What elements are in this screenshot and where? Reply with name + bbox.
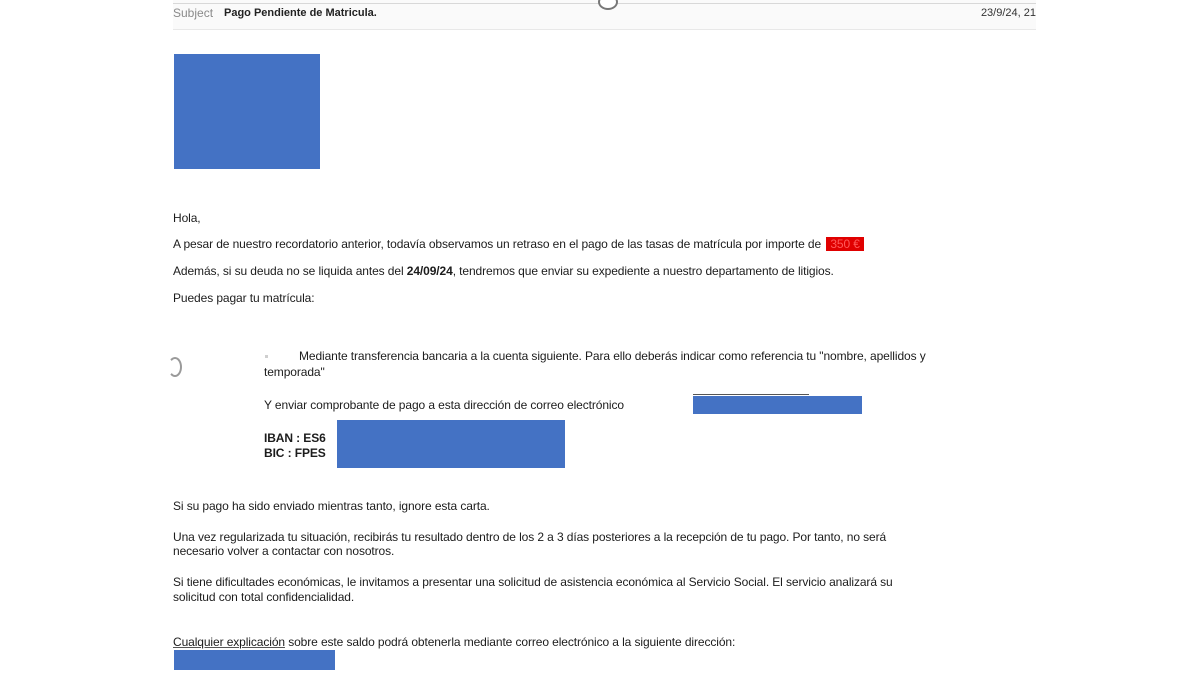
bic-label: BIC : FPES bbox=[264, 446, 326, 460]
redacted-bank-details bbox=[337, 420, 565, 468]
deadline-suffix: , tendremos que enviar su expediente a nuestro departamento de litigios. bbox=[452, 264, 834, 278]
email-date: 23/9/24, 21 bbox=[980, 7, 1036, 19]
deadline-date: 24/09/24 bbox=[406, 264, 453, 278]
contact-paragraph bbox=[173, 635, 735, 649]
result-paragraph-line1: Una vez regularizada tu situación, recibirás tu resultado dentro de los 2 a 3 días posteriores a la recepción de tu pago. Por tanto, no será bbox=[173, 530, 887, 544]
result-paragraph-line2: necesario volver a contactar con nosotros. bbox=[173, 544, 395, 558]
subject-value: Pago Pendiente de Matricula. bbox=[224, 7, 377, 19]
bullet-circle-icon bbox=[168, 357, 182, 377]
subject-label: Subject bbox=[173, 6, 214, 20]
option-transfer-line1: Mediante transferencia bancaria a la cuenta siguiente. Para ello deberás indicar como referencia tu "nombre, apellidos y bbox=[299, 349, 926, 363]
email-link-underline bbox=[693, 394, 809, 395]
explanation-link[interactable]: Cualquier explicación bbox=[173, 635, 285, 649]
financial-paragraph-line1: Si tiene dificultades económicas, le invitamos a presentar una solicitud de asistencia económica al Servicio Social. El servicio analizará su bbox=[173, 575, 893, 589]
redacted-contact-email[interactable] bbox=[174, 650, 335, 670]
iban-label: IBAN : ES6 bbox=[264, 431, 326, 445]
ignore-paragraph: Si su pago ha sido enviado mientras tanto, ignore esta carta. bbox=[173, 499, 490, 513]
send-receipt-line: Y enviar comprobante de pago a esta dirección de correo electrónico bbox=[264, 398, 624, 412]
redacted-email[interactable] bbox=[693, 396, 862, 414]
deadline-prefix: Además, si su deuda no se liquida antes del bbox=[173, 264, 404, 278]
financial-paragraph-line2: solicitud con total confidencialidad. bbox=[173, 590, 355, 604]
bullet-dot-icon bbox=[265, 355, 268, 358]
contact-text: sobre este saldo podrá obtenerla mediante correo electrónico a la siguiente dirección: bbox=[284, 635, 736, 649]
greeting: Hola, bbox=[173, 211, 201, 225]
reminder-line bbox=[173, 237, 864, 251]
option-transfer-line2: temporada" bbox=[264, 365, 325, 379]
payment-intro: Puedes pagar tu matrícula: bbox=[173, 291, 315, 305]
amount-highlight: 350 € bbox=[826, 237, 864, 251]
deadline-line bbox=[173, 264, 834, 278]
redacted-logo bbox=[174, 54, 320, 169]
reminder-text: A pesar de nuestro recordatorio anterior, todavía observamos un retraso en el pago de las tasas de matrícula por importe de bbox=[173, 237, 822, 251]
